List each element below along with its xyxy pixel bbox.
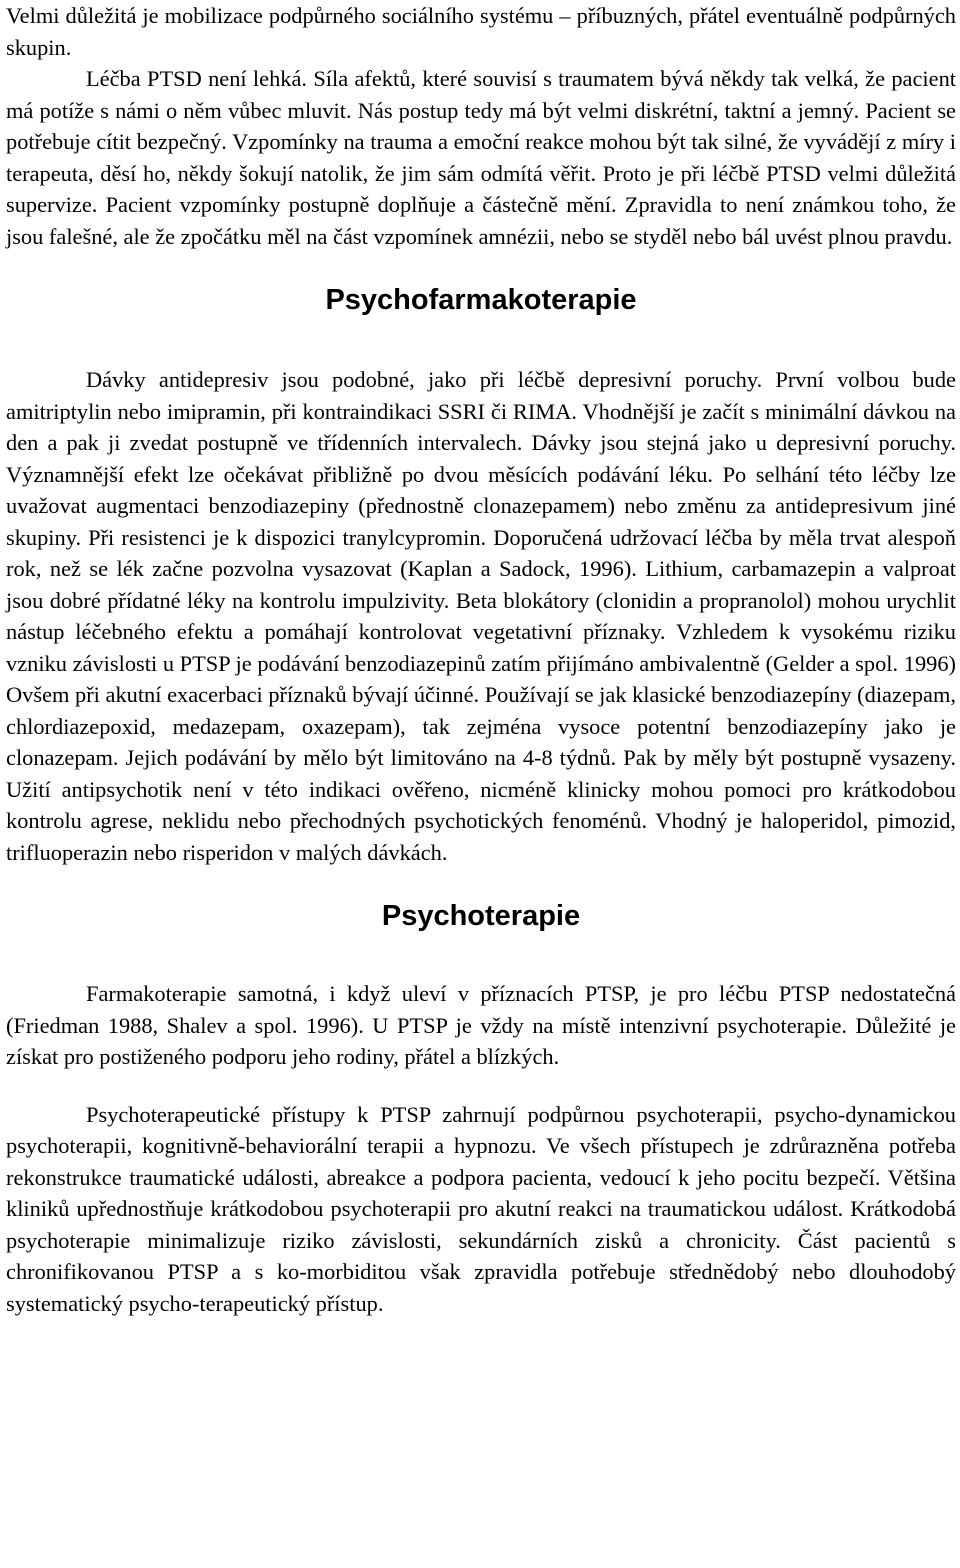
heading-psychofarmakoterapie: Psychofarmakoterapie bbox=[325, 284, 637, 316]
paragraph-pharmacotherapy: Dávky antidepresiv jsou podobné, jako při léčbě depresivní poruchy. První volbou bude amitriptylin nebo imipramin, při kontraindikaci SSRI či RIMA. Vhodnější je začít s minimální dávkou na den a pak ji zvedat postupně ve třídenních intervalech. Dávky jsou stejná jako u depresivní poruchy. Významnější efekt lze očekávat přibližně po dvou měsících podávání léku. Po selhání této léčby lze uvažovat augmentaci benzodiazepiny (přednostně clonazepamem) nebo změnu za antidepresivum jiné skupiny. Při resistenci je k dispozici tranylcypromin. Doporučená udržovací léčba by měla trvat alespoň rok, než se lék začne pozvolna vysazovat (Kaplan a Sadock, 1996). Lithium, carbamazepin a valproat jsou dobré přídatné léky na kontrolu impulzivity. Beta blokátory (clonidin a propranolol) mohou urychlit nástup léčebného efektu a pomáhají kontrolovat vegetativní příznaky. Vzhledem k vysokému riziku vzniku závislosti u PTSP je podávání benzodiazepinů zatím přijímáno ambivalentně (Gelder a spol. 1996) Ovšem při akutní exacerbaci příznaků bývají účinné. Používají se jak klasické benzodiazepíny (diazepam, chlordiazepoxid, medazepam, oxazepam), tak zejména vysoce potentní benzodiazepíny jako je clonazepam. Jejich podávání by mělo být limitováno na 4-8 týdnů. Pak by měly být postupně vysazeny. Užití antipsychotik není v této indikaci ověřeno, nicméně klinicky mohou pomoci pro krátkodobou kontrolu agrese, neklidu nebo přechodných psychotických fenoménů. Vhodný je haloperidol, pimozid, trifluoperazin nebo risperidon v malých dávkách. bbox=[6, 367, 956, 865]
paragraph-support-system: Velmi důležitá je mobilizace podpůrného sociálního systému – příbuzných, přátel eventuálně podpůrných skupin. bbox=[6, 3, 956, 60]
paragraph-pharmacotherapy-insufficient: Farmakoterapie samotná, i když uleví v příznacích PTSP, je pro léčbu PTSP nedostatečná (Friedman 1988, Shalev a spol. 1996). U PTSP je vždy na místě intenzivní psychoterapie. Důležité je získat pro postiženého podporu jeho rodiny, přátel a blízkých. bbox=[6, 981, 956, 1069]
document-page bbox=[6, 0, 956, 1319]
paragraph-ptsd-treatment: Léčba PTSD není lehká. Síla afektů, které souvisí s traumatem bývá někdy tak velká, že pacient má potíže s námi o něm vůbec mluvit. Nás postup tedy má být velmi diskrétní, taktní a jemný. Pacient se potřebuje cítit bezpečný. Vzpomínky na trauma a emoční reakce mohou být tak silné, že vyvádějí z míry i terapeuta, děsí ho, někdy šokují natolik, že jim sám odmítá věřit. Proto je při léčbě PTSD velmi důležitá supervize. Pacient vzpomínky postupně doplňuje a částečně mění. Zpravidla to není známkou toho, že jsou falešné, ale že zpočátku měl na část vzpomínek amnézii, nebo se styděl nebo bál uvést plnou pravdu. bbox=[6, 66, 956, 249]
paragraph-psychotherapeutic-approaches: Psychoterapeutické přístupy k PTSP zahrnují podpůrnou psychoterapii, psycho-dynamickou psychoterapii, kognitivně-behaviorální terapii a hypnozu. Ve všech přístupech je zdrůrazněna potřeba rekonstrukce traumatické události, abreakce a podpora pacienta, vedoucí k jeho pocitu bezpečí. Většina kliniků upřednostňuje krátkodobou psychoterapii pro akutní reakci na traumatickou událost. Krátkodobá psychoterapie minimalizuje riziko závislosti, sekundárních zisků a chronicity. Část pacientů s chronifikovanou PTSP a s ko-morbiditou však zpravidla potřebuje střednědobý nebo dlouhodobý systematický psycho-terapeutický přístup. bbox=[6, 1101, 956, 1316]
heading-psychoterapie: Psychoterapie bbox=[381, 900, 581, 932]
